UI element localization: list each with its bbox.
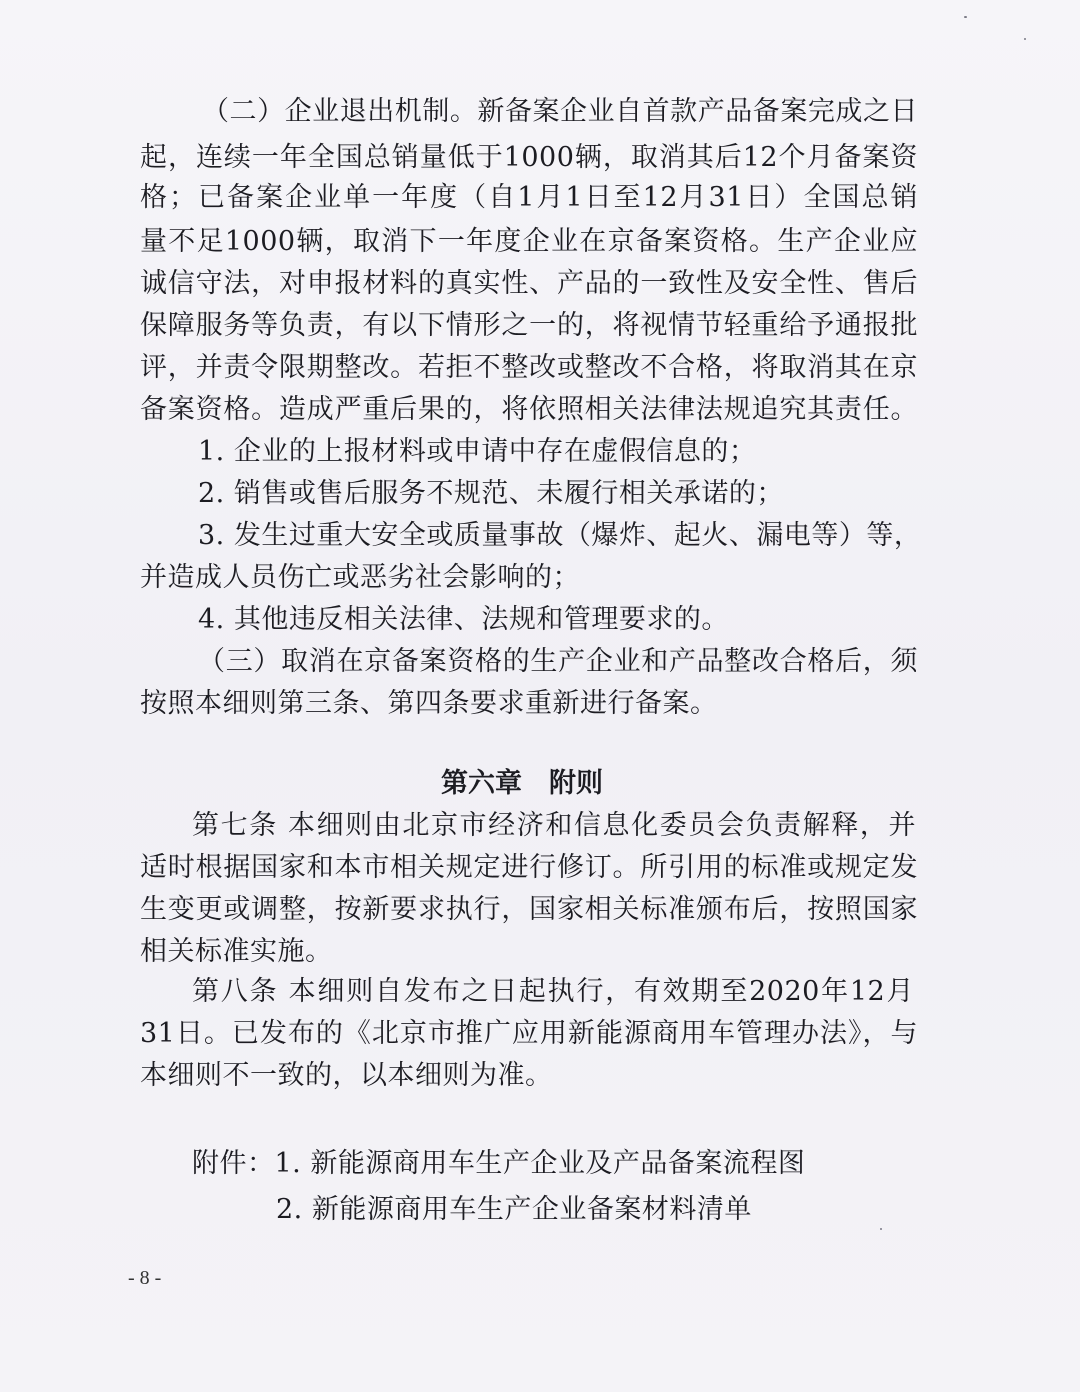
paragraph-line: （三）取消在京备案资格的生产企业和产品整改合格后，须 (198, 646, 918, 677)
paragraph-line: 评，并责令限期整改。若拒不整改或整改不合格，将取消其在京 (140, 352, 918, 383)
article-line: 本细则不一致的，以本细则为准。 (140, 1060, 553, 1091)
scan-speck (880, 1228, 882, 1230)
paragraph-line: （二）企业退出机制。新备案企业自首款产品备案完成之日 (202, 96, 918, 127)
article-line: 适时根据国家和本市相关规定进行修订。所引用的标准或规定发 (140, 852, 918, 883)
article-line: 相关标准实施。 (140, 936, 333, 967)
list-item: 1. 企业的上报材料或申请中存在虚假信息的； (198, 436, 757, 467)
article-line: 生变更或调整，按新要求执行，国家相关标准颁布后，按照国家 (140, 894, 918, 925)
paragraph-line: 保障服务等负责，有以下情形之一的，将视情节轻重给予通报批 (140, 310, 918, 341)
paragraph-line: 格；已备案企业单一年度（自1月1日至12月31日）全国总销 (140, 182, 918, 213)
article-line: 第七条 本细则由北京市经济和信息化委员会负责解释，并 (192, 810, 916, 841)
paragraph-line: 诚信守法，对申报材料的真实性、产品的一致性及安全性、售后 (140, 268, 918, 299)
scan-speck (964, 16, 967, 18)
attachment-line: 附件：1. 新能源商用车生产企业及产品备案流程图 (192, 1148, 806, 1179)
paragraph-line: 起，连续一年全国总销量低于1000辆，取消其后12个月备案资 (140, 142, 918, 173)
chapter-heading: 第六章 附则 (441, 768, 603, 799)
article-line: 第八条 本细则自发布之日起执行，有效期至2020年12月 (192, 976, 914, 1007)
scan-speck (1024, 38, 1026, 40)
list-item: 并造成人员伤亡或恶劣社会影响的； (140, 562, 580, 593)
list-item: 3. 发生过重大安全或质量事故（爆炸、起火、漏电等）等， (198, 520, 922, 551)
article-line: 31日。已发布的《北京市推广应用新能源商用车管理办法》，与 (140, 1018, 918, 1049)
paragraph-line: 按照本细则第三条、第四条要求重新进行备案。 (140, 688, 718, 719)
paragraph-line: 量不足1000辆，取消下一年度企业在京备案资格。生产企业应 (140, 226, 918, 257)
list-item: 2. 销售或售后服务不规范、未履行相关承诺的； (198, 478, 784, 509)
attachment-line: 2. 新能源商用车生产企业备案材料清单 (276, 1194, 752, 1225)
list-item: 4. 其他违反相关法律、法规和管理要求的。 (198, 604, 729, 635)
page-number: - 8 - (128, 1267, 162, 1289)
paragraph-line: 备案资格。造成严重后果的，将依照相关法律法规追究其责任。 (140, 394, 918, 425)
